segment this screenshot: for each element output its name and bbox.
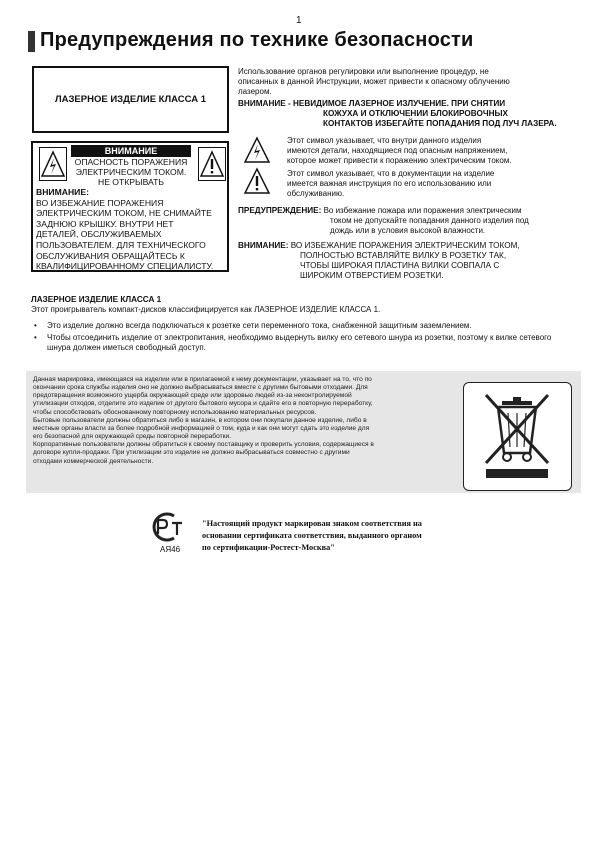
disposal-text [33,376,461,466]
plug-label: ВНИМАНИЕ: [238,241,289,250]
text-line: утилизации отходов, отделите это изделие от другого бытового мусора и сдайте его в повторную переработку, [33,400,373,408]
warning-header [33,143,227,186]
text-line: Бытовые пользователи должны обратиться либо в магазин, в котором они покупали данное изделие, либо в [33,416,367,424]
text-line: Данная маркировка, имеющаяся на изделии или в прилагаемой к нему документации, указывает на то, что по [33,376,372,383]
title-accent-bar [28,31,35,52]
text-line: Использование органов регулировки или выполнение процедур, не [238,67,489,76]
text-line: договоре купли-продажи. При утилизации это изделие не должно выбрасываться совместно с другими [33,449,350,457]
text-line: "Настоящий продукт маркирован знаком соответствия на [202,519,422,528]
lightning-triangle-icon [244,136,270,164]
text-line: ПОЛНОСТЬЮ ВСТАВЛЯЙТЕ ВИЛКУ В РОЗЕТКУ ТАК, [300,251,507,260]
warning-body [36,187,228,272]
warning-body-line: КВАЛИФИЦИРОВАННОМУ СПЕЦИАЛИСТУ. [36,261,214,272]
text-line: чтобы способствовать обоснованному повторному использованию материальных ресурсов. [33,408,317,416]
laser-section-title: ЛАЗЕРНОЕ ИЗДЕЛИЕ КЛАССА 1 [31,295,162,304]
warning-body-line: ЭЛЕКТРИЧЕСКИМ ТОКОМ, НЕ СНИМАЙТЕ [36,208,212,219]
text-line: Этот символ указывает, что в документации на изделие [287,169,495,178]
text-line: отходами коммерческой деятельности. [33,457,154,465]
warning-body-line: ПОЛЬЗОВАТЕЛЕМ. ДЛЯ ТЕХНИЧЕСКОГО [36,239,206,250]
warning-body-line: ЗАДНЮЮ КРЫШКУ. ВНУТРИ НЕТ [36,218,174,229]
text-line: ШИРОКИМ ОТВЕРСТИЕМ РОЗЕТКИ. [300,271,444,280]
text-line: окончании срока службы изделия оно не должно выбрасываться вместе с другими бытовыми отходами. Для [33,384,368,392]
text-line: имеется важная инструкция по его использованию или [287,178,492,188]
warning-heading: ВНИМАНИЕ [71,145,191,157]
text-line: КОНТАКТОВ ИЗБЕГАЙТЕ ПОПАДАНИЯ ПОД ЛУЧ ЛАЗЕРА. [323,119,557,128]
crossed-bin-icon [464,383,570,489]
text-line: обслуживанию. [287,188,345,198]
text-line: предотвращения возможного ущерба окружающей среде или здоровью людей из-за неконтролируемой [33,392,352,400]
controls-intro [238,67,538,96]
symbol-instruction-text [287,169,542,198]
rst-certification-logo [148,512,188,542]
warning-body-line: ОБСЛУЖИВАНИЯ ОБРАЩАЙТЕСЬ К [36,250,185,261]
text-line: местные органы власти за более подробной информацией о том, куда и как они могут сдать это изделие для [33,424,370,432]
safety-bullets [31,321,561,355]
text-line: током не допускайте попадания данного изделия под [330,215,529,225]
text-line: Корпоративные пользователи должны обратиться к своему поставщику и проверить условия, содержащиеся в [33,441,374,449]
lightning-warning-icon [39,147,67,181]
laser-section-text: Этот проигрыватель компакт-дисков классифицируется как ЛАЗЕРНОЕ ИЗДЕЛИЕ КЛАССА 1. [31,305,381,314]
warning-body-line: ВО ИЗБЕЖАНИЕ ПОРАЖЕНИЯ [36,197,164,208]
warning-label: ВНИМАНИЕ: [36,187,89,197]
warning-line: ЭЛЕКТРИЧЕСКИМ ТОКОМ. [75,167,187,177]
invisible-laser-warning [238,99,568,129]
text-line: КОЖУХА И ОТКЛЮЧЕНИИ БЛОКИРОВОЧНЫХ [323,109,508,118]
text-line: ЧТОБЫ ШИРОКАЯ ПЛАСТИНА ВИЛКИ СОВПАЛА С [300,261,500,270]
text-line: основании сертификата соответствия, выданного органом [202,531,422,541]
cert-code: АЯ46 [160,545,181,554]
text-line: Этот символ указывает, что внутри данного изделия [287,136,482,145]
warning-line: НЕ ОТКРЫВАТЬ [97,177,164,187]
text-line: которое может привести к поражению электрическим током. [287,155,512,165]
disposal-panel [26,371,581,493]
warning-body-line: ДЕТАЛЕЙ, ОБСЛУЖИВАЕМЫХ [36,229,162,240]
text-line: по сертификации-Ростест-Москва" [202,543,335,553]
text-line: ВНИМАНИЕ - НЕВИДИМОЕ ЛАЗЕРНОЕ ИЗЛУЧЕНИЕ. ПРИ СНЯТИИ [238,99,506,108]
list-item: • Это изделие должно всегда подключаться к розетке сети переменного тока, снабженной защитным заземлением. [31,321,561,331]
text-line: описанных в данной Инструкции, может привести к опасному облучению [238,76,510,86]
weee-symbol-frame [463,382,572,491]
text-line: ВО ИЗБЕЖАНИЕ ПОРАЖЕНИЯ ЭЛЕКТРИЧЕСКИМ ТОКОМ, [290,241,520,250]
page-number: 1 [296,15,302,26]
exclamation-triangle-icon [244,167,270,195]
text-line: Во избежание пожара или поражения электрическим [323,206,522,215]
page-title: Предупреждения по технике безопасности [40,29,474,51]
symbol-voltage-text [287,136,552,165]
text-line: его безопасной для окружающей среды повторной переработки. [33,433,232,441]
exclamation-warning-icon [198,147,226,181]
laser-class-label: ЛАЗЕРНОЕ ИЗДЕЛИЕ КЛАССА 1 [54,94,207,105]
text-line: лазером. [238,86,272,96]
certification-block [148,512,448,562]
fire-caution [238,206,558,235]
warning-line: ОПАСНОСТЬ ПОРАЖЕНИЯ [74,157,188,167]
list-item: • Чтобы отсоединить изделие от электропитания, необходимо выдернуть вилку его сетевого шнура из розетки, поэтому к вилке сетевого шнура должен иметься свободный доступ. [31,333,561,353]
shock-warning-box [31,141,229,272]
warning-caption [71,145,191,187]
plug-warning [238,241,568,281]
laser-class-box [32,66,229,133]
cert-text [202,518,452,555]
caution-label: ПРЕДУПРЕЖДЕНИЕ: [238,206,322,215]
text-line: дождь или в условия высокой влажности. [330,225,486,235]
text-line: имеются детали, находящиеся под опасным напряжением, [287,145,508,155]
